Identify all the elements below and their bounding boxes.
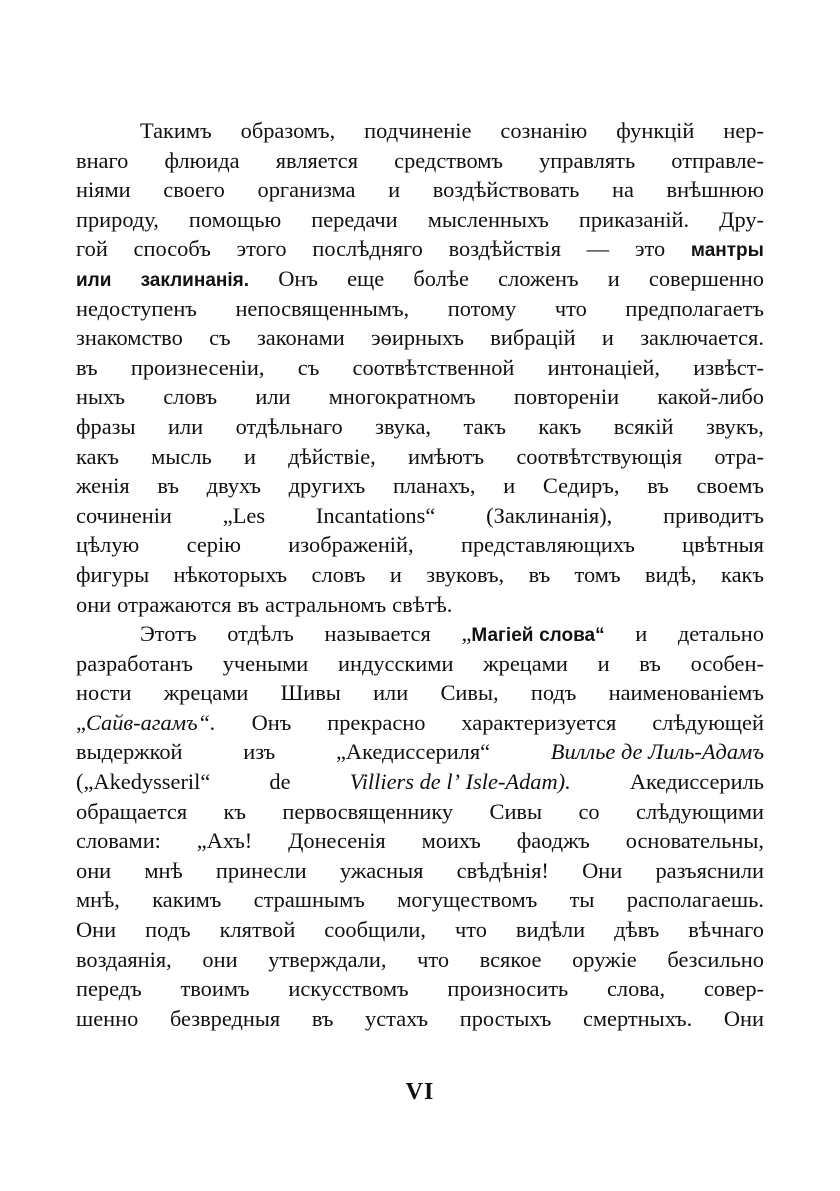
word: разъяснили: [655, 857, 764, 883]
word: ныхъ: [76, 384, 125, 410]
text-line: [76, 532, 764, 562]
word: эѳирныхъ: [371, 325, 464, 351]
word: астральномъ: [265, 591, 387, 617]
word: всякое: [479, 946, 542, 972]
word: „Сайв-агамъ“.: [76, 709, 216, 735]
word: свѣтѣ.: [392, 591, 453, 617]
word: въ: [311, 1005, 334, 1031]
word: двухъ: [206, 473, 261, 499]
word: подъ: [530, 680, 577, 706]
word: „Ахъ!: [196, 828, 253, 854]
word: послѣдняго: [312, 236, 423, 262]
word: жрецами: [483, 650, 568, 676]
text-line: [76, 177, 764, 207]
word: (Заклинанія),: [486, 502, 613, 528]
word: моихъ: [421, 828, 481, 854]
word: къ: [223, 798, 247, 824]
text-line: [76, 266, 764, 296]
word: обращается: [76, 798, 188, 824]
word: Дру-: [719, 206, 764, 232]
word: принесли: [215, 857, 307, 883]
word: непосвященнымъ,: [235, 295, 410, 321]
word: потому: [447, 295, 517, 321]
word: мнѣ: [144, 857, 183, 883]
text-line: [76, 858, 764, 888]
text-line: [76, 739, 764, 769]
word: законами: [256, 325, 345, 351]
page-number: VI: [405, 1079, 435, 1105]
word: этого: [236, 236, 287, 262]
word: фразы: [76, 413, 136, 439]
word: Сивы,: [440, 680, 499, 706]
word: вѣчнаго: [688, 917, 764, 943]
word: сложенъ: [498, 265, 579, 291]
word: („Akedysseril“: [76, 769, 211, 795]
word: какъ: [721, 561, 764, 587]
word: подчиненіе: [364, 118, 472, 143]
word: совер-: [703, 976, 764, 1002]
word: организма: [257, 177, 356, 203]
word: гой: [76, 236, 108, 262]
word: „Les: [222, 502, 266, 528]
word: звука,: [375, 413, 432, 439]
word: Виллье де Лиль-Адамъ: [550, 739, 764, 765]
word: цѣлую: [76, 532, 140, 558]
word: планахъ,: [392, 473, 476, 499]
word: и: [635, 621, 648, 647]
word: и: [607, 265, 620, 291]
text-line: [76, 651, 764, 681]
word: слова,: [606, 976, 666, 1002]
word: Сивы: [489, 798, 543, 824]
word: видѣли: [515, 917, 586, 943]
body-text: [76, 118, 764, 1035]
text-line: [76, 355, 764, 385]
text-line: [76, 947, 764, 977]
word: соотвѣтствующія: [516, 443, 683, 469]
word: своемъ: [696, 473, 764, 499]
word: какой-либо: [657, 384, 764, 410]
word: это: [634, 236, 666, 262]
word: изображеній,: [288, 532, 414, 558]
word: отра-: [714, 443, 764, 469]
word: свѣдѣнія!: [456, 857, 549, 883]
word: что: [417, 946, 450, 972]
word: ужасныя: [339, 857, 424, 883]
word: внаго: [76, 147, 129, 173]
word: женія: [76, 473, 130, 499]
word: знакомство: [76, 325, 183, 351]
word: изъ: [243, 739, 276, 765]
word: въ: [157, 473, 179, 499]
word: что: [554, 295, 587, 321]
word: отражаются: [117, 591, 232, 617]
word: „Акедиссериля“: [335, 739, 491, 765]
word: учеными: [222, 650, 309, 676]
word: еще: [347, 265, 385, 291]
word: способъ: [133, 236, 211, 262]
text-line: [76, 414, 764, 444]
word: смертныхъ.: [582, 1005, 693, 1031]
word: называется: [324, 621, 431, 647]
text-line: [76, 680, 764, 710]
word: и: [243, 443, 256, 469]
word: извѣст-: [693, 354, 764, 380]
word: словъ: [163, 384, 218, 410]
word: приводитъ: [663, 502, 764, 528]
word: располагаешь.: [626, 887, 764, 913]
word: основательны,: [625, 828, 764, 854]
word: или: [76, 269, 112, 291]
word: на: [611, 177, 634, 203]
word: сознанію: [500, 118, 588, 143]
word: своего: [163, 177, 225, 203]
text-line: [76, 887, 764, 917]
word: и: [597, 650, 610, 676]
word: Седиръ,: [542, 473, 620, 499]
word: и: [503, 473, 516, 499]
word: Villiers de l’ Isle-Adam).: [349, 769, 571, 795]
word: совершенно: [648, 265, 764, 291]
word: нѣкоторыхъ: [173, 561, 288, 587]
word: и: [601, 325, 614, 351]
word: видѣ,: [644, 561, 697, 587]
text-line: [76, 917, 764, 947]
word: подъ: [145, 917, 191, 943]
word: они: [76, 591, 112, 617]
text-line: [76, 592, 764, 622]
word: сообщили,: [324, 917, 426, 943]
word: Шивы: [280, 680, 341, 706]
word: другихъ: [288, 473, 366, 499]
word: флюида: [164, 147, 240, 173]
word: и: [388, 177, 401, 203]
word: Они: [76, 917, 117, 943]
word: шенно: [76, 1005, 139, 1031]
word: цвѣтныя: [682, 532, 764, 558]
word: Они: [723, 1005, 764, 1031]
text-line: [76, 296, 764, 326]
word: первосвященнику: [282, 798, 454, 824]
word: произнесеніи,: [130, 354, 265, 380]
word: или: [255, 384, 291, 410]
word: предполагаетъ: [625, 295, 764, 321]
word: Такимъ: [140, 118, 212, 143]
word: Донесенія: [288, 828, 386, 854]
word: страшнымъ: [253, 887, 365, 913]
word: интонаціей,: [547, 354, 660, 380]
word: воздѣйствовать: [432, 177, 580, 203]
word: фигуры: [76, 561, 150, 587]
word: что: [454, 917, 487, 943]
word: индусскими: [337, 650, 454, 676]
word: Онъ: [251, 709, 292, 735]
word: они: [202, 946, 238, 972]
word: болѣе: [413, 265, 469, 291]
word: внѣшнюю: [666, 177, 764, 203]
word: приказаній.: [578, 206, 690, 232]
word: ніями: [76, 177, 131, 203]
word: или: [167, 413, 204, 439]
word: разработанъ: [76, 650, 193, 676]
word: воздаянія,: [76, 946, 172, 972]
word: томъ: [574, 561, 621, 587]
word: наименованіемъ: [608, 680, 764, 706]
word: заключается.: [640, 325, 764, 351]
word: отдѣлъ: [227, 621, 294, 647]
word: отдѣльнаго: [235, 413, 343, 439]
word: въ: [237, 591, 259, 617]
text-line: [76, 236, 764, 266]
word: управлять: [539, 147, 636, 173]
word: со: [578, 798, 600, 824]
word: природу,: [76, 206, 159, 232]
text-line: [76, 799, 764, 829]
word: отправле-: [671, 147, 764, 173]
word: клятвой: [219, 917, 296, 943]
word: слѣдующей: [652, 709, 764, 735]
word: какъ: [538, 413, 582, 439]
word: соотвѣтственной: [352, 354, 515, 380]
text-line: [76, 325, 764, 355]
word: имѣютъ: [408, 443, 485, 469]
text-line: [76, 118, 764, 148]
word: особен-: [690, 650, 764, 676]
word: искусствомъ: [288, 976, 409, 1002]
word: и: [389, 561, 402, 587]
text-line: [76, 710, 764, 740]
word: мысль: [151, 443, 212, 469]
word: съ: [209, 325, 231, 351]
word: словъ: [311, 561, 366, 587]
word: Incantations“: [315, 502, 436, 528]
word: воздѣйствія: [448, 236, 562, 262]
word: звукъ,: [706, 413, 764, 439]
word: многократномъ: [328, 384, 476, 410]
word: оружіе: [572, 946, 637, 972]
word: въ: [647, 473, 669, 499]
word: функцій: [616, 118, 695, 143]
word: Акедиссериль: [629, 769, 764, 795]
text-line: [76, 148, 764, 178]
word: нер-: [723, 118, 764, 143]
word: слѣдующими: [636, 798, 764, 824]
word: всякій: [613, 413, 674, 439]
word: выдержкой: [76, 739, 183, 765]
word: утверждали,: [268, 946, 387, 972]
word: ности: [76, 680, 132, 706]
word: сочиненіи: [76, 502, 172, 528]
text-line: [76, 769, 764, 799]
word: съ: [297, 354, 320, 380]
word: въ: [76, 354, 98, 380]
text-line: [76, 473, 764, 503]
word: мнѣ,: [76, 887, 120, 913]
text-line: [76, 828, 764, 858]
word: Этотъ: [140, 621, 197, 647]
word: мысленныхъ: [427, 206, 549, 232]
word: Онъ: [278, 265, 318, 291]
word: является: [275, 147, 359, 173]
word: дѣйствіе,: [288, 443, 376, 469]
word: устахъ: [365, 1005, 429, 1031]
word: они: [76, 857, 112, 883]
word: или: [373, 680, 409, 706]
word: —: [586, 236, 610, 262]
word: передъ: [76, 976, 142, 1002]
word: мантры: [690, 240, 764, 262]
text-line: [76, 444, 764, 474]
word: фаоджъ: [516, 828, 590, 854]
word: въ: [639, 650, 661, 676]
text-line: [76, 207, 764, 237]
text-line: [76, 562, 764, 592]
word: характеризуется: [461, 709, 617, 735]
word: вибрацій: [490, 325, 576, 351]
text-line: [76, 976, 764, 1006]
word: такъ: [463, 413, 506, 439]
word: Они: [582, 857, 623, 883]
word: представляющихъ: [461, 532, 635, 558]
word: de: [269, 769, 291, 795]
word: произносить: [447, 976, 569, 1002]
word: повтореніи: [513, 384, 620, 410]
word: серію: [186, 532, 241, 558]
word: заклинанія.: [140, 269, 250, 291]
word: въ: [528, 561, 551, 587]
word: „Магіей слова“: [461, 621, 605, 647]
text-line: [76, 384, 764, 414]
word: образомъ,: [240, 118, 336, 143]
text-line: [76, 621, 764, 651]
word: недоступенъ: [76, 295, 197, 321]
word: безвредныя: [169, 1005, 281, 1031]
word: словами:: [76, 828, 161, 854]
text-line: [76, 1006, 764, 1036]
word: передачи: [311, 206, 398, 232]
word: твоимъ: [180, 976, 250, 1002]
word: звуковъ,: [426, 561, 505, 587]
word: дѣвъ: [614, 917, 660, 943]
text-line: [76, 503, 764, 533]
word: детально: [677, 621, 764, 647]
word: безсильно: [667, 946, 764, 972]
word: простыхъ: [459, 1005, 552, 1031]
word: какимъ: [152, 887, 222, 913]
word: жрецами: [163, 680, 249, 706]
word: ты: [569, 887, 595, 913]
word: средствомъ: [394, 147, 503, 173]
word: помощью: [188, 206, 282, 232]
word: прекрасно: [327, 709, 426, 735]
word: могуществомъ: [397, 887, 538, 913]
word: какъ: [76, 443, 119, 469]
